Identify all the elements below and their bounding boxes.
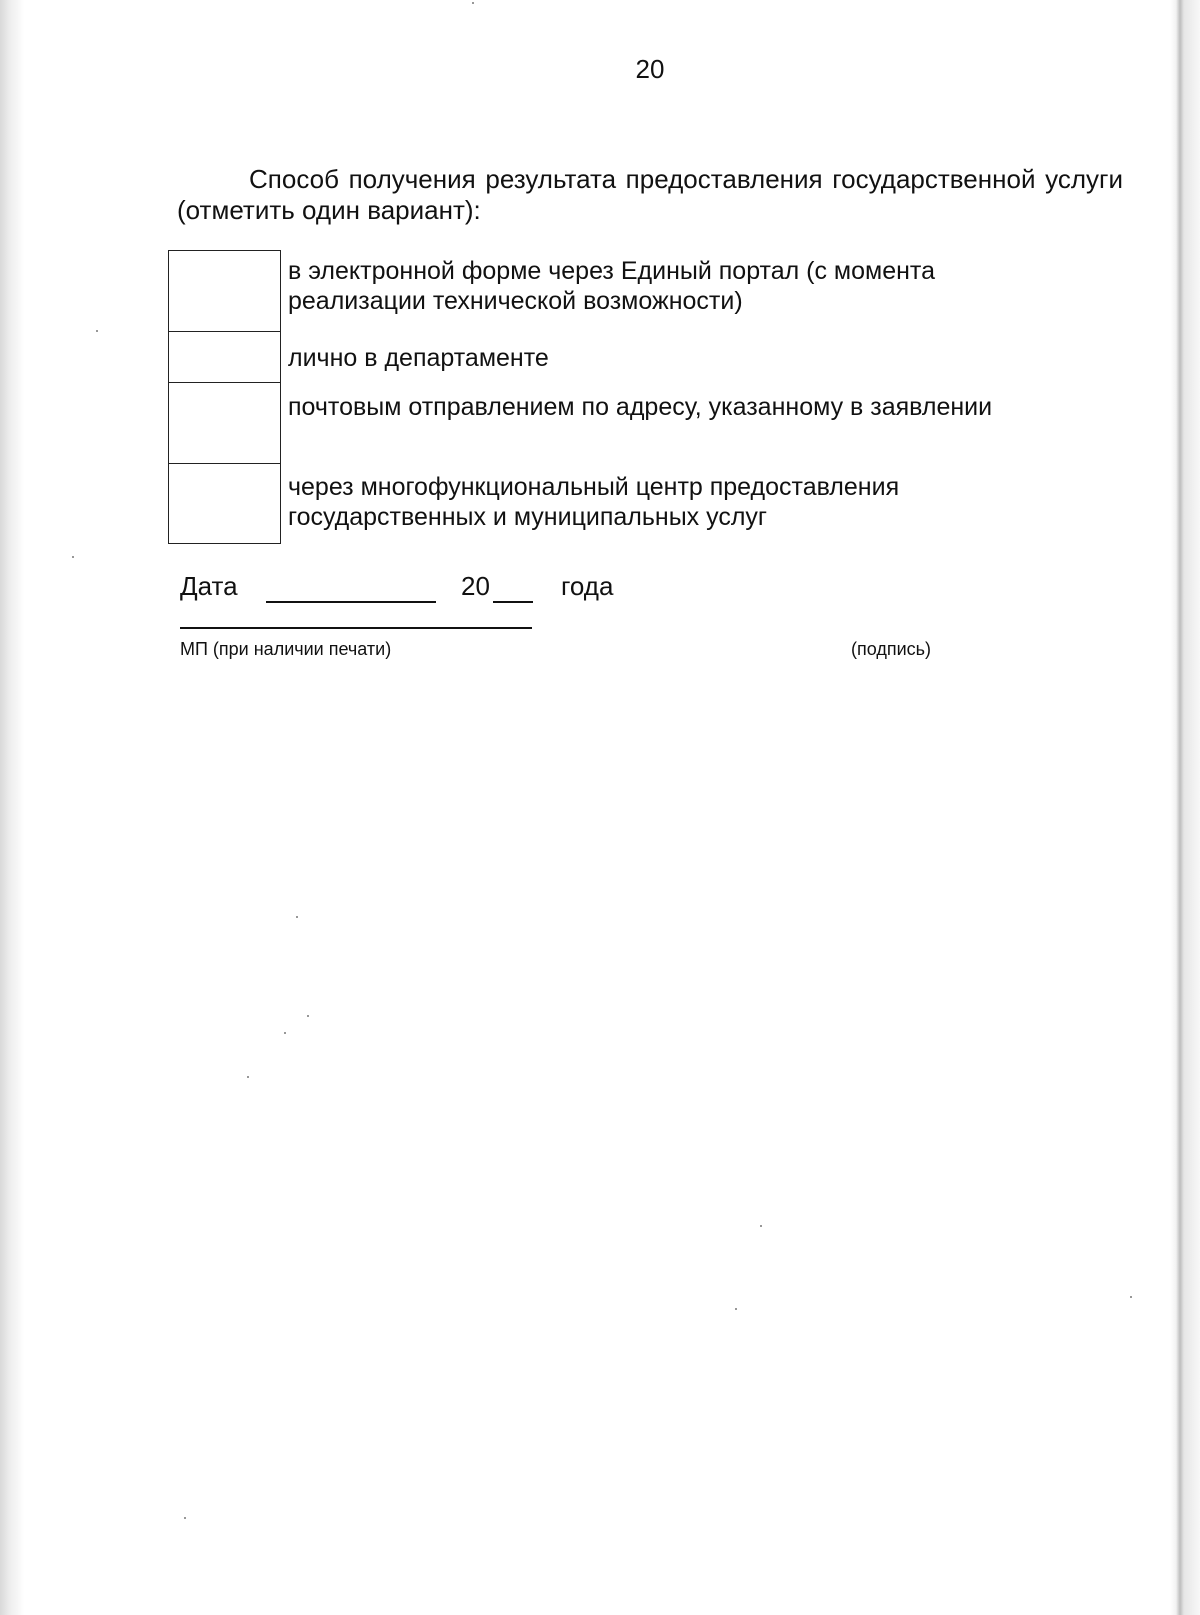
year-blank-field[interactable] — [493, 601, 533, 603]
year-word: года — [561, 571, 614, 601]
option-label-mfc: через многофункциональный центр предоставления государственных и муниципальных услуг — [288, 473, 900, 531]
date-blank-field[interactable] — [266, 601, 436, 603]
page-number: 20 — [635, 54, 665, 84]
delivery-options-table — [168, 250, 1028, 544]
scan-edge-left — [0, 0, 24, 1615]
option-row-electronic — [168, 250, 1028, 332]
scan-speck — [472, 2, 474, 4]
year-prefix: 20 — [461, 571, 490, 601]
option-row-mail — [168, 383, 1028, 464]
checkbox-electronic[interactable] — [168, 250, 281, 332]
stamp-note: МП (при наличии печати) — [180, 639, 392, 659]
scan-speck — [1130, 1296, 1132, 1298]
scan-speck — [96, 330, 98, 332]
checkbox-mfc[interactable] — [168, 464, 281, 544]
option-row-mfc — [168, 464, 1028, 544]
checkbox-in-person[interactable] — [168, 332, 281, 383]
scan-speck — [760, 1225, 762, 1227]
intro-paragraph: Способ получения результата предоставления государственной услуги (отметить один вариант): — [177, 164, 1123, 225]
option-label-electronic: в электронной форме через Единый портал (с момента реализации технической возможности) — [288, 257, 935, 315]
option-row-in-person — [168, 332, 1028, 383]
option-label-in-person: лично в департаменте — [288, 343, 549, 372]
date-label: Дата — [180, 571, 238, 601]
scan-speck — [184, 1517, 186, 1519]
signature-note: (подпись) — [851, 639, 932, 659]
scan-speck — [247, 1076, 249, 1078]
signature-line[interactable] — [180, 627, 532, 629]
scan-speck — [72, 556, 74, 558]
scan-speck — [735, 1308, 737, 1310]
checkbox-mail[interactable] — [168, 383, 281, 464]
scan-speck — [296, 916, 298, 918]
scan-edge-right — [1170, 0, 1200, 1615]
scan-speck — [284, 1032, 286, 1034]
option-label-mail: почтовым отправлением по адресу, указанному в заявлении — [288, 393, 993, 421]
scan-speck — [307, 1015, 309, 1017]
